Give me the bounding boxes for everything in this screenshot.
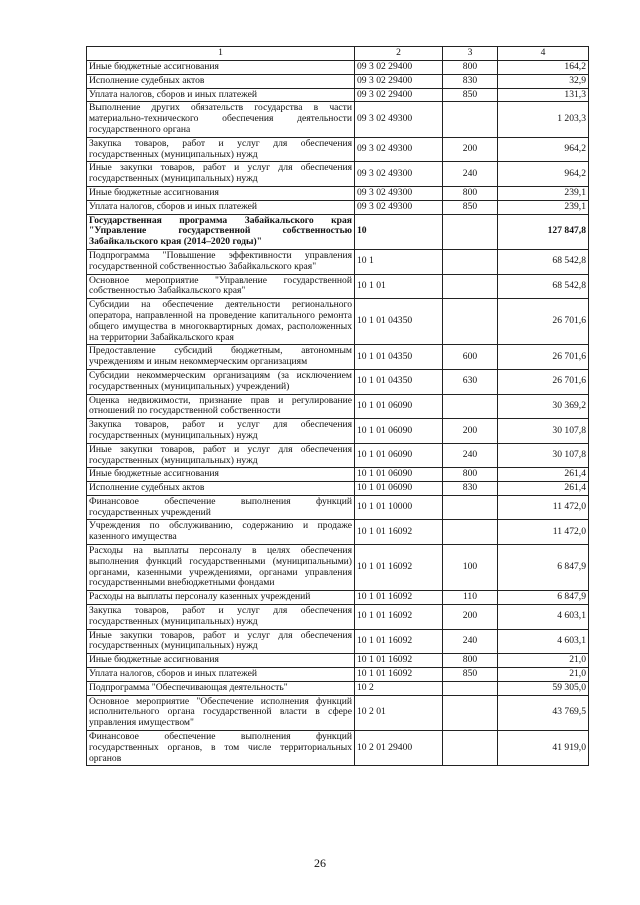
table-row [87, 162, 589, 187]
row-code-cell: 10 1 [355, 249, 443, 274]
row-expense-type-cell: 200 [443, 419, 498, 444]
row-expense-type-cell: 800 [443, 468, 498, 482]
row-name-cell: Закупка товаров, работ и услуг для обеспечения государственных (муниципальных) нужд [87, 137, 355, 162]
row-name-cell: Выполнение других обязательств государства в части материально-технического обеспечения деятельности государственного органа [87, 102, 355, 137]
row-sum-cell: 30 107,8 [498, 419, 589, 444]
table-row [87, 200, 589, 214]
row-name-cell: Уплата налогов, сборов и иных платежей [87, 88, 355, 102]
row-name-cell: Субсидии некоммерческим организациям (за исключением государственных (муниципальных) учреждений) [87, 369, 355, 394]
row-sum-cell: 30 107,8 [498, 443, 589, 468]
row-sum-cell: 6 847,9 [498, 545, 589, 591]
row-sum-cell: 261,4 [498, 482, 589, 496]
table-row [87, 654, 589, 668]
budget-table [86, 46, 589, 766]
table-row [87, 681, 589, 695]
row-sum-cell: 164,2 [498, 61, 589, 75]
row-sum-cell: 59 305,0 [498, 681, 589, 695]
row-name-cell: Субсидии на обеспечение деятельности регионального оператора, направленной на проведение капитального ремонта общего имущества в многоквартирных домах, расположенных на территории Забайкальского края [87, 299, 355, 345]
row-code-cell: 10 1 01 16092 [355, 591, 443, 605]
row-sum-cell: 261,4 [498, 468, 589, 482]
row-expense-type-cell: 200 [443, 605, 498, 630]
row-name-cell: Иные закупки товаров, работ и услуг для обеспечения государственных (муниципальных) нужд [87, 443, 355, 468]
row-expense-type-cell: 800 [443, 654, 498, 668]
row-name-cell: Финансовое обеспечение выполнения функций государственных органов, в том числе территориальных органов [87, 731, 355, 766]
table-row [87, 88, 589, 102]
table-row [87, 299, 589, 345]
row-sum-cell: 964,2 [498, 137, 589, 162]
row-code-cell: 10 1 01 16092 [355, 520, 443, 545]
row-expense-type-cell: 850 [443, 200, 498, 214]
row-expense-type-cell: 800 [443, 61, 498, 75]
row-name-cell: Иные бюджетные ассигнования [87, 186, 355, 200]
row-code-cell: 10 1 01 16092 [355, 654, 443, 668]
row-name-cell: Оценка недвижимости, признание прав и регулирование отношений по государственной собственности [87, 394, 355, 419]
row-code-cell: 10 2 01 [355, 695, 443, 730]
row-sum-cell: 131,3 [498, 88, 589, 102]
row-sum-cell: 43 769,5 [498, 695, 589, 730]
row-expense-type-cell: 240 [443, 162, 498, 187]
table-row [87, 369, 589, 394]
table-row [87, 443, 589, 468]
row-expense-type-cell: 630 [443, 369, 498, 394]
row-expense-type-cell: 200 [443, 137, 498, 162]
row-code-cell: 10 2 [355, 681, 443, 695]
table-row [87, 102, 589, 137]
row-code-cell: 09 3 02 29400 [355, 74, 443, 88]
row-code-cell: 10 1 01 10000 [355, 495, 443, 520]
row-sum-cell: 68 542,8 [498, 274, 589, 299]
row-sum-cell: 239,1 [498, 200, 589, 214]
row-code-cell: 09 3 02 49300 [355, 102, 443, 137]
row-name-cell: Иные бюджетные ассигнования [87, 654, 355, 668]
row-code-cell: 10 1 01 16092 [355, 545, 443, 591]
row-name-cell: Закупка товаров, работ и услуг для обеспечения государственных (муниципальных) нужд [87, 419, 355, 444]
row-name-cell: Расходы на выплаты персоналу казенных учреждений [87, 591, 355, 605]
row-name-cell: Исполнение судебных актов [87, 74, 355, 88]
row-sum-cell: 21,0 [498, 668, 589, 682]
table-row [87, 482, 589, 496]
column-header-name: 1 [87, 47, 355, 61]
table-header-row [87, 47, 589, 61]
row-expense-type-cell [443, 681, 498, 695]
row-expense-type-cell [443, 249, 498, 274]
row-code-cell: 09 3 02 29400 [355, 88, 443, 102]
row-name-cell: Предоставление субсидий бюджетным, автономным учреждениям и иным некоммерческим организациям [87, 345, 355, 370]
table-row [87, 520, 589, 545]
row-sum-cell: 964,2 [498, 162, 589, 187]
row-expense-type-cell [443, 731, 498, 766]
table-row [87, 495, 589, 520]
row-expense-type-cell: 830 [443, 74, 498, 88]
row-name-cell: Иные бюджетные ассигнования [87, 468, 355, 482]
row-code-cell: 10 1 01 04350 [355, 345, 443, 370]
row-sum-cell: 4 603,1 [498, 629, 589, 654]
column-header-code: 2 [355, 47, 443, 61]
row-code-cell: 10 1 01 06090 [355, 394, 443, 419]
row-expense-type-cell [443, 274, 498, 299]
column-header-expense-type: 3 [443, 47, 498, 61]
row-expense-type-cell: 850 [443, 88, 498, 102]
row-expense-type-cell [443, 394, 498, 419]
table-row [87, 74, 589, 88]
row-expense-type-cell [443, 102, 498, 137]
table-row [87, 345, 589, 370]
row-code-cell: 10 1 01 06090 [355, 419, 443, 444]
table-row [87, 274, 589, 299]
table-row [87, 695, 589, 730]
row-sum-cell: 26 701,6 [498, 299, 589, 345]
row-code-cell: 10 1 01 04350 [355, 299, 443, 345]
row-sum-cell: 26 701,6 [498, 369, 589, 394]
row-sum-cell: 30 369,2 [498, 394, 589, 419]
row-sum-cell: 6 847,9 [498, 591, 589, 605]
row-expense-type-cell: 600 [443, 345, 498, 370]
row-name-cell: Иные закупки товаров, работ и услуг для обеспечения государственных (муниципальных) нужд [87, 162, 355, 187]
row-expense-type-cell: 110 [443, 591, 498, 605]
row-code-cell: 10 1 01 04350 [355, 369, 443, 394]
row-code-cell: 10 1 01 06090 [355, 482, 443, 496]
row-code-cell: 09 3 02 49300 [355, 137, 443, 162]
table-row [87, 731, 589, 766]
row-expense-type-cell [443, 695, 498, 730]
row-code-cell: 09 3 02 49300 [355, 162, 443, 187]
row-expense-type-cell: 240 [443, 629, 498, 654]
row-name-cell: Подпрограмма "Обеспечивающая деятельность" [87, 681, 355, 695]
table-row [87, 629, 589, 654]
row-sum-cell: 4 603,1 [498, 605, 589, 630]
row-expense-type-cell: 850 [443, 668, 498, 682]
row-expense-type-cell [443, 520, 498, 545]
row-code-cell: 09 3 02 29400 [355, 61, 443, 75]
row-sum-cell: 11 472,0 [498, 520, 589, 545]
row-name-cell: Закупка товаров, работ и услуг для обеспечения государственных (муниципальных) нужд [87, 605, 355, 630]
row-sum-cell: 68 542,8 [498, 249, 589, 274]
row-code-cell: 10 1 01 [355, 274, 443, 299]
row-name-cell: Учреждения по обслуживанию, содержанию и продаже казенного имущества [87, 520, 355, 545]
row-sum-cell: 32,9 [498, 74, 589, 88]
table-row [87, 214, 589, 249]
row-sum-cell: 41 919,0 [498, 731, 589, 766]
table-body [87, 61, 589, 766]
row-sum-cell: 239,1 [498, 186, 589, 200]
table-row [87, 668, 589, 682]
table-row [87, 468, 589, 482]
row-sum-cell: 26 701,6 [498, 345, 589, 370]
table-row [87, 249, 589, 274]
row-name-cell: Финансовое обеспечение выполнения функций государственных учреждений [87, 495, 355, 520]
table-row [87, 394, 589, 419]
table-row [87, 605, 589, 630]
row-name-cell: Иные закупки товаров, работ и услуг для обеспечения государственных (муниципальных) нужд [87, 629, 355, 654]
table-row [87, 591, 589, 605]
table-row [87, 419, 589, 444]
row-expense-type-cell: 830 [443, 482, 498, 496]
row-code-cell: 10 1 01 16092 [355, 668, 443, 682]
row-name-cell: Исполнение судебных актов [87, 482, 355, 496]
column-header-sum: 4 [498, 47, 589, 61]
row-code-cell: 10 2 01 29400 [355, 731, 443, 766]
row-name-cell: Расходы на выплаты персоналу в целях обеспечения выполнения функций государственными (муниципальными) органами, казенными учреждениями, органами управления государственными внебюджетными фондами [87, 545, 355, 591]
row-sum-cell: 127 847,8 [498, 214, 589, 249]
row-expense-type-cell [443, 299, 498, 345]
row-code-cell: 09 3 02 49300 [355, 200, 443, 214]
row-name-cell: Уплата налогов, сборов и иных платежей [87, 668, 355, 682]
table-row [87, 61, 589, 75]
row-name-cell: Подпрограмма "Повышение эффективности управления государственной собственностью Забайкальского края" [87, 249, 355, 274]
table-row [87, 186, 589, 200]
row-sum-cell: 1 203,3 [498, 102, 589, 137]
row-expense-type-cell: 240 [443, 443, 498, 468]
row-name-cell: Иные бюджетные ассигнования [87, 61, 355, 75]
row-name-cell: Государственная программа Забайкальского края "Управление государственной собственностью Забайкальского края (2014–2020 годы)" [87, 214, 355, 249]
row-expense-type-cell: 100 [443, 545, 498, 591]
row-expense-type-cell: 800 [443, 186, 498, 200]
row-sum-cell: 11 472,0 [498, 495, 589, 520]
row-expense-type-cell [443, 495, 498, 520]
row-name-cell: Уплата налогов, сборов и иных платежей [87, 200, 355, 214]
page-number: 26 [314, 856, 326, 870]
row-code-cell: 10 1 01 16092 [355, 629, 443, 654]
row-code-cell: 10 1 01 06090 [355, 468, 443, 482]
row-name-cell: Основное мероприятие "Управление государственной собственностью Забайкальского края" [87, 274, 355, 299]
row-code-cell: 09 3 02 49300 [355, 186, 443, 200]
table-row [87, 545, 589, 591]
row-code-cell: 10 [355, 214, 443, 249]
row-sum-cell: 21,0 [498, 654, 589, 668]
row-code-cell: 10 1 01 06090 [355, 443, 443, 468]
row-name-cell: Основное мероприятие "Обеспечение исполнения функций исполнительного органа государственной власти в сфере управления имуществом" [87, 695, 355, 730]
row-expense-type-cell [443, 214, 498, 249]
table-row [87, 137, 589, 162]
row-code-cell: 10 1 01 16092 [355, 605, 443, 630]
